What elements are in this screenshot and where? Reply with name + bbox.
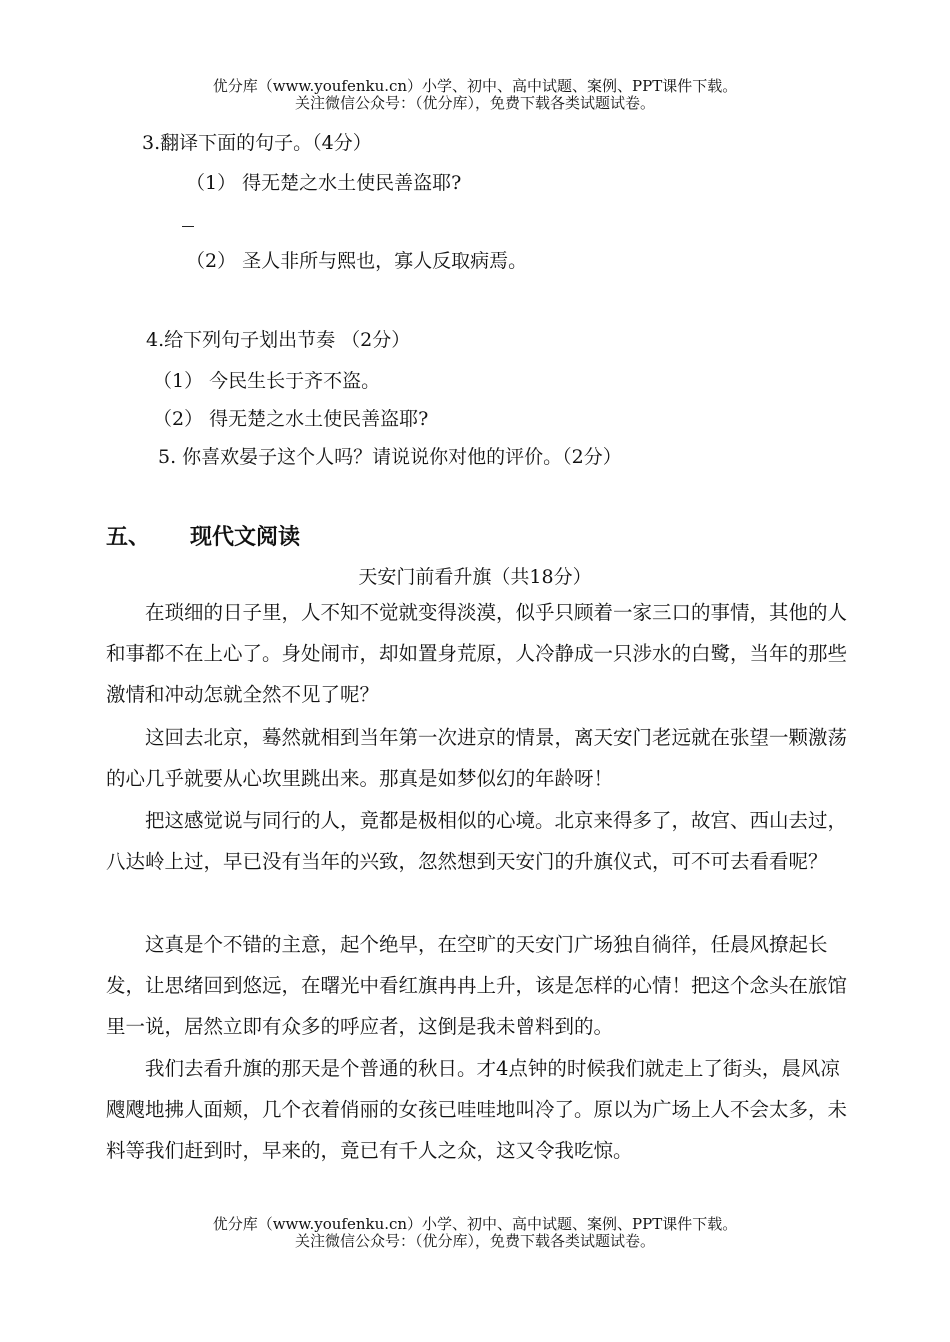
article-paragraph: 我们去看升旗的那天是个普通的秋日。才4点钟的时候我们就走上了街头，晨风凉飕飕地拂人面颊，几个衣着俏丽的女孩已哇哇地叫冷了。原以为广场上人不会太多，未料等我们赶到时，早来的，竟已有千人之众，这又令我吃惊。 <box>106 1057 848 1162</box>
page-header <box>0 78 950 112</box>
section-name: 现代文阅读 <box>190 524 301 550</box>
article-title: 天安门前看升旗（共18分） <box>358 566 592 588</box>
question-3-title: 3.翻译下面的句子。（4分） <box>142 132 372 154</box>
question-4-title: 4.给下列句子划出节奏 （2分） <box>146 329 411 351</box>
page-footer <box>0 1216 950 1250</box>
header-line-2: 关注微信公众号：（优分库），免费下载各类试题试卷。 <box>294 94 655 112</box>
article-paragraph: 这真是个不错的主意，起个绝早，在空旷的天安门广场独自徜徉，任晨风撩起长发，让思绪回到悠远，在曙光中看红旗冉冉上升，该是怎样的心情！把这个念头在旅馆里一说，居然立即有众多的呼应者，这倒是我未曾料到的。 <box>106 933 848 1038</box>
header-line-1: 优分库（www.youfenku.cn）小学、初中、高中试题、案例、PPT课件下载。 <box>212 77 738 95</box>
section-number: 五、 <box>106 524 151 550</box>
article-paragraph: 把这感觉说与同行的人，竟都是极相似的心境。北京来得多了，故宫、西山去过，八达岭上过，早已没有当年的兴致，忽然想到天安门的升旗仪式，可不可去看看呢？ <box>106 809 848 873</box>
section-heading <box>106 520 300 551</box>
article-paragraph: 在琐细的日子里，人不知不觉就变得淡漠，似乎只顾着一家三口的事情，其他的人和事都不在上心了。身处闹市，却如置身荒原，人冷静成一只涉水的白鹭，当年的那些激情和冲动怎就全然不见了呢？ <box>106 601 848 706</box>
question-3-item-2: （2） 圣人非所与熙也，寡人反取病焉。 <box>186 250 528 272</box>
question-3-item-1: （1） 得无楚之水土使民善盗耶? <box>186 172 462 194</box>
answer-blank-line <box>182 226 194 227</box>
question-4-item-2: （2） 得无楚之水土使民善盗耶? <box>153 408 429 430</box>
article-paragraph: 这回去北京，蓦然就相到当年第一次进京的情景，离天安门老远就在张望一颗激荡的心几乎就要从心坎里跳出来。那真是如梦似幻的年龄呀！ <box>106 726 848 790</box>
footer-line-1: 优分库（www.youfenku.cn）小学、初中、高中试题、案例、PPT课件下载。 <box>212 1215 738 1233</box>
question-4-item-1: （1） 今民生长于齐不盗。 <box>153 370 381 392</box>
footer-line-2: 关注微信公众号：（优分库），免费下载各类试题试卷。 <box>294 1232 655 1250</box>
question-5-title: 5. 你喜欢晏子这个人吗？请说说你对他的评价。（2分） <box>158 446 622 468</box>
